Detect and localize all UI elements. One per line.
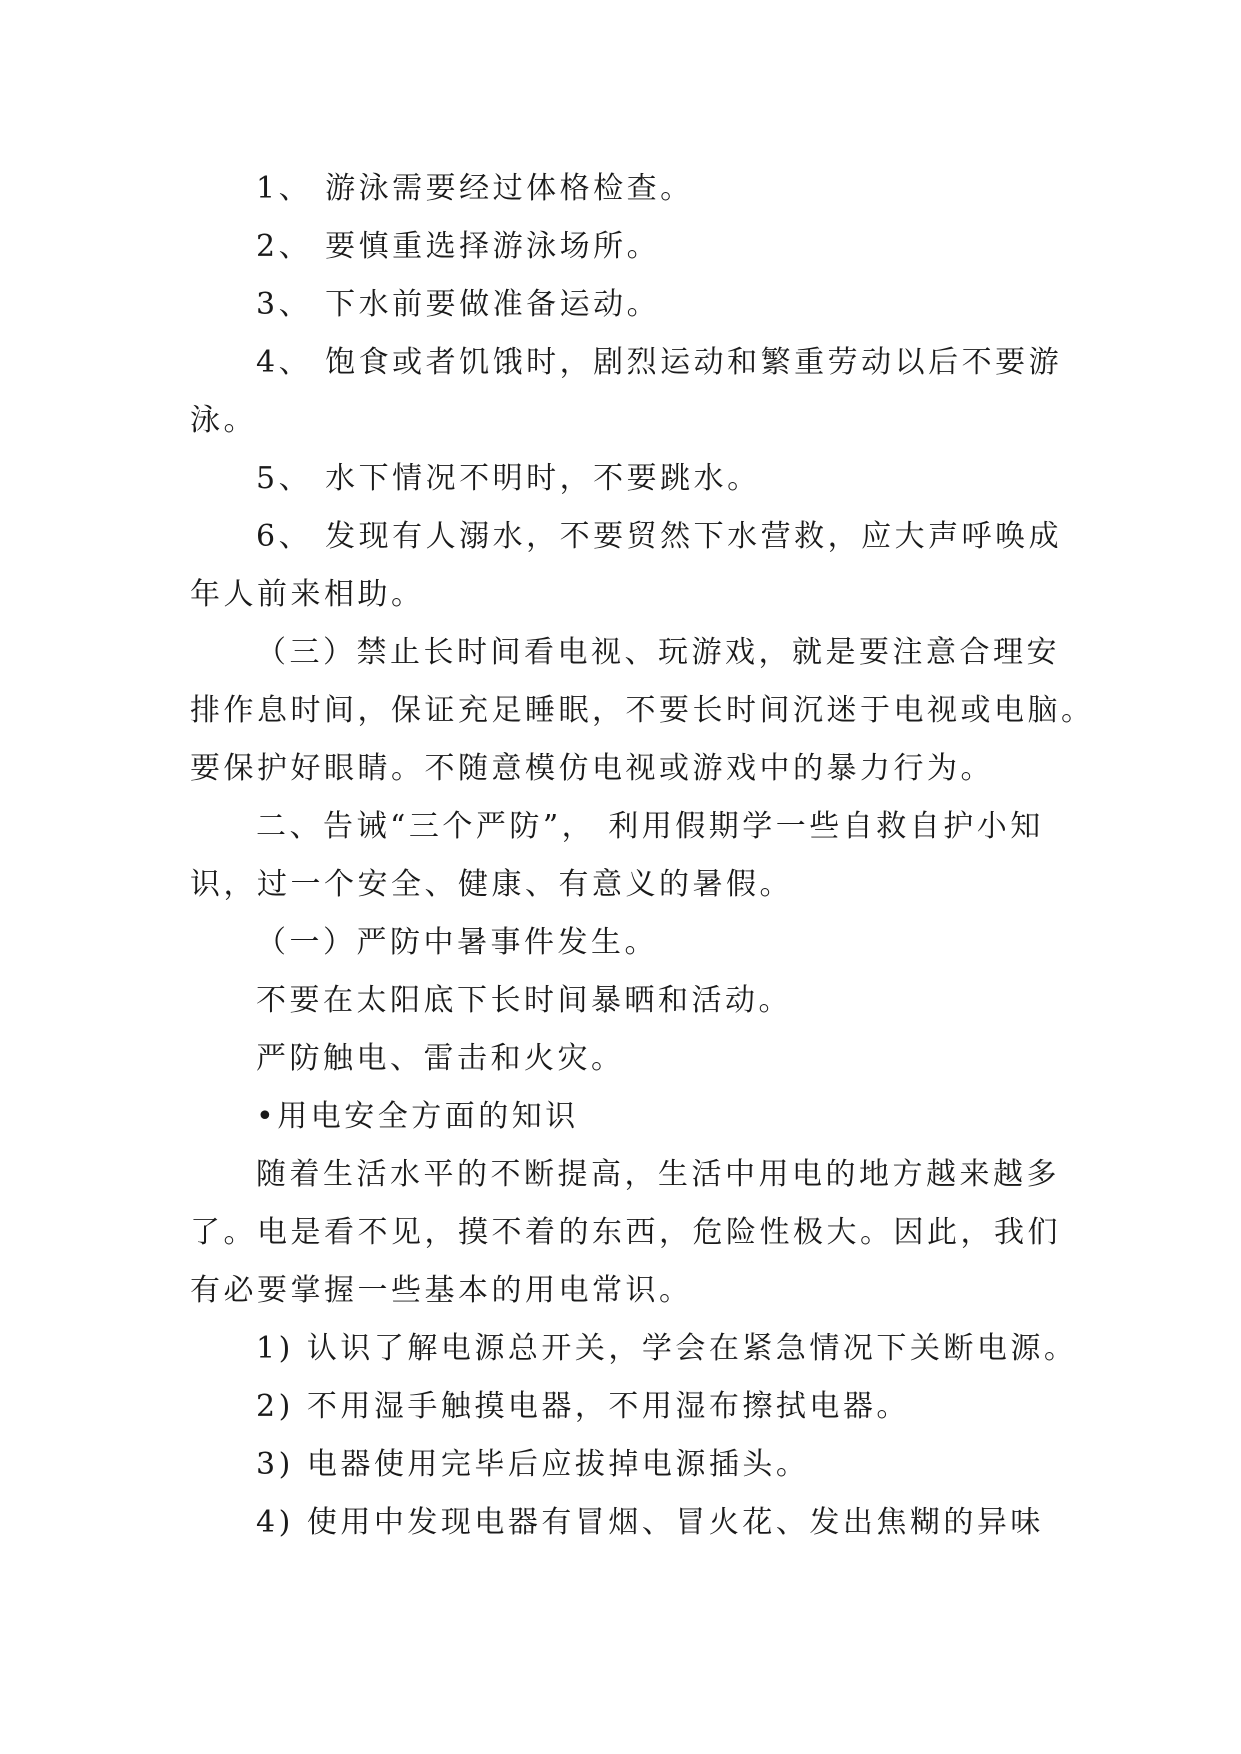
document-body <box>190 160 1095 1552</box>
list-item-swim-6: 6、 发现有人溺水，不要贸然下水营救，应大声呼唤成 <box>256 519 1063 554</box>
list-item-electric-3: 3) 电器使用完毕后应拔掉电源插头。 <box>256 1447 810 1482</box>
section-heading-three-prevent: 二、告诫“三个严防”， 利用假期学一些自救自护小知 <box>256 809 1044 844</box>
list-item-swim-2: 2、 要慎重选择游泳场所。 <box>256 229 661 264</box>
list-item-electric-2: 2) 不用湿手触摸电器，不用湿布擦拭电器。 <box>256 1389 910 1424</box>
list-item-electric-1: 1) 认识了解电源总开关，学会在紧急情况下关断电源。 <box>256 1331 1078 1366</box>
list-item-swim-5: 5、 水下情况不明时，不要跳水。 <box>256 461 761 496</box>
list-item-swim-4-cont: 泳。 <box>190 403 257 438</box>
bullet-heading-electric-safety: •用电安全方面的知识 <box>256 1099 579 1134</box>
list-item-swim-4: 4、 饱食或者饥饿时，剧烈运动和繁重劳动以后不要游 <box>256 345 1063 380</box>
subheading-heatstroke: （一）严防中暑事件发生。 <box>256 925 658 960</box>
paragraph-sun-exposure: 不要在太阳底下长时间暴晒和活动。 <box>256 983 792 1018</box>
paragraph-electric-intro: 随着生活水平的不断提高，生活中用电的地方越来越多 <box>256 1157 1060 1192</box>
paragraph-tv-games-cont-1: 排作息时间，保证充足睡眠，不要长时间沉迷于电视或电脑。 <box>190 693 1095 728</box>
list-item-swim-3: 3、 下水前要做准备运动。 <box>256 287 661 322</box>
list-item-swim-1: 1、 游泳需要经过体格检查。 <box>256 171 694 206</box>
list-item-electric-4: 4) 使用中发现电器有冒烟、冒火花、发出焦糊的异味 <box>256 1505 1044 1540</box>
paragraph-electric-intro-cont-1: 了。电是看不见，摸不着的东西，危险性极大。因此，我们 <box>190 1215 1061 1250</box>
paragraph-tv-games-cont-2: 要保护好眼睛。不随意模仿电视或游戏中的暴力行为。 <box>190 751 994 786</box>
paragraph-electric-fire: 严防触电、雷击和火灾。 <box>256 1041 625 1076</box>
paragraph-electric-intro-cont-2: 有必要掌握一些基本的用电常识。 <box>190 1273 693 1308</box>
list-item-swim-6-cont: 年人前来相助。 <box>190 577 425 612</box>
paragraph-tv-games: （三）禁止长时间看电视、玩游戏，就是要注意合理安 <box>256 635 1060 670</box>
section-heading-three-prevent-cont: 识，过一个安全、健康、有意义的暑假。 <box>190 867 793 902</box>
